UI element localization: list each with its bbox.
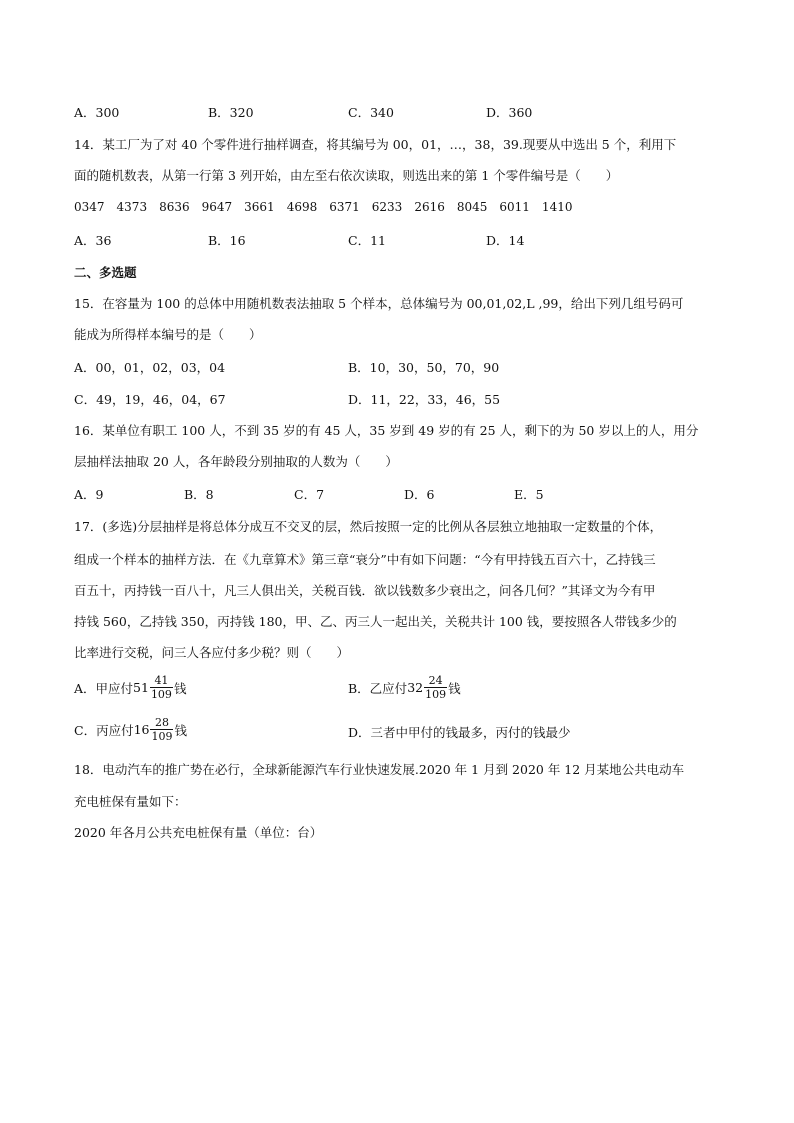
q15-option-b: B．10，30，50，70，90 [348, 360, 500, 375]
q17-option-c-prefix: C．丙应付 [74, 722, 134, 738]
q17-text-line3: 百五十，丙持钱一百八十，凡三人俱出关，关税百钱．欲以钱数多少衰出之，问各几何？”其译文为今有甲 [74, 583, 656, 598]
q14-option-a: A．36 [74, 233, 112, 248]
q17-option-b-numerator: 24 [424, 674, 447, 688]
q14-random-numbers: 0347 4373 8636 9647 3661 4698 6371 6233 2616 8045 6011 1410 [74, 200, 573, 214]
q15-option-a: A．00，01，02，03，04 [74, 360, 226, 375]
section-title-multi-choice: 二、多选题 [74, 265, 137, 280]
q17-option-c-whole: 16 [133, 722, 150, 737]
q17-option-b-prefix: B．乙应付 [348, 680, 408, 696]
q16-option-c: C．7 [294, 487, 325, 502]
q17-option-a-prefix: A．甲应付 [74, 680, 134, 696]
q16-text-line1: 16．某单位有职工 100 人，不到 35 岁的有 45 人，35 岁到 49 岁的有 25 人，剩下的为 50 岁以上的人，用分 [74, 423, 699, 438]
q17-option-c-numerator: 28 [150, 716, 173, 730]
q16-option-b: B．8 [184, 487, 214, 502]
q13-option-c: C．340 [348, 105, 394, 120]
q16-option-a: A．9 [74, 487, 104, 502]
q15-text-line2: 能成为所得样本编号的是（ ） [74, 327, 262, 342]
q14-text-line1: 14．某工厂为了对 40 个零件进行抽样调查，将其编号为 00，01，…，38，39.现要从中选出 5 个，利用下 [74, 137, 677, 152]
q17-option-d: D．三者中甲付的钱最多，丙付的钱最少 [348, 725, 571, 740]
q14-option-d: D．14 [486, 233, 525, 248]
q18-table-caption: 2020 年各月公共充电桩保有量（单位：台） [74, 825, 323, 840]
q15-text-line1: 15．在容量为 100 的总体中用随机数表法抽取 5 个样本，总体编号为 00,01,02,L ,99，给出下列几组号码可 [74, 296, 684, 311]
q17-text-line2: 组成一个样本的抽样方法．在《九章算术》第三章“衰分”中有如下问题：“今有甲持钱五百六十，乙持钱三 [74, 552, 656, 567]
q14-option-c: C．11 [348, 233, 386, 248]
q16-text-line2: 层抽样法抽取 20 人，各年龄段分别抽取的人数为（ ） [74, 454, 398, 469]
q17-text-line5: 比率进行交税，问三人各应付多少税？则（ ） [74, 645, 350, 660]
q15-option-c: C．49，19，46，04，67 [74, 392, 226, 407]
q13-option-b: B．320 [208, 105, 254, 120]
q17-option-c-suffix: 钱 [174, 722, 187, 738]
q17-option-b [348, 674, 461, 701]
q17-option-a-denominator: 109 [150, 688, 172, 701]
q13-option-a: A．300 [74, 105, 120, 120]
q17-option-a [74, 674, 186, 701]
q17-option-c [74, 716, 187, 743]
q17-option-b-suffix: 钱 [448, 680, 461, 696]
q17-option-a-suffix: 钱 [173, 680, 187, 696]
q17-option-c-denominator: 109 [151, 730, 173, 743]
q17-option-c-fraction [150, 716, 173, 743]
q18-text-line2: 充电桩保有量如下： [74, 794, 187, 809]
q13-option-d: D．360 [486, 105, 533, 120]
q17-option-b-denominator: 109 [425, 688, 447, 701]
q17-text-line1: 17．(多选)分层抽样是将总体分成互不交叉的层，然后按照一定的比例从各层独立地抽取一定数量的个体， [74, 519, 663, 534]
q17-option-b-fraction [424, 674, 447, 701]
q15-option-d: D．11，22，33，46，55 [348, 392, 501, 407]
q16-option-e: E．5 [514, 487, 544, 502]
q17-option-a-fraction [150, 674, 173, 701]
q18-text-line1: 18．电动汽车的推广势在必行，全球新能源汽车行业快速发展.2020 年 1 月到 2020 年 12 月某地公共电动车 [74, 762, 685, 777]
q14-text-line2: 面的随机数表，从第一行第 3 列开始，由左至右依次读取，则选出来的第 1 个零件编号是（ ） [74, 168, 619, 183]
q14-option-b: B．16 [208, 233, 246, 248]
q16-option-d: D．6 [404, 487, 435, 502]
q17-option-a-numerator: 41 [150, 674, 173, 688]
q17-option-a-whole: 51 [133, 680, 149, 695]
q17-option-b-whole: 32 [407, 680, 424, 695]
q17-text-line4: 持钱 560，乙持钱 350，丙持钱 180，甲、乙、丙三人一起出关，关税共计 100 钱，要按照各人带钱多少的 [74, 614, 677, 629]
